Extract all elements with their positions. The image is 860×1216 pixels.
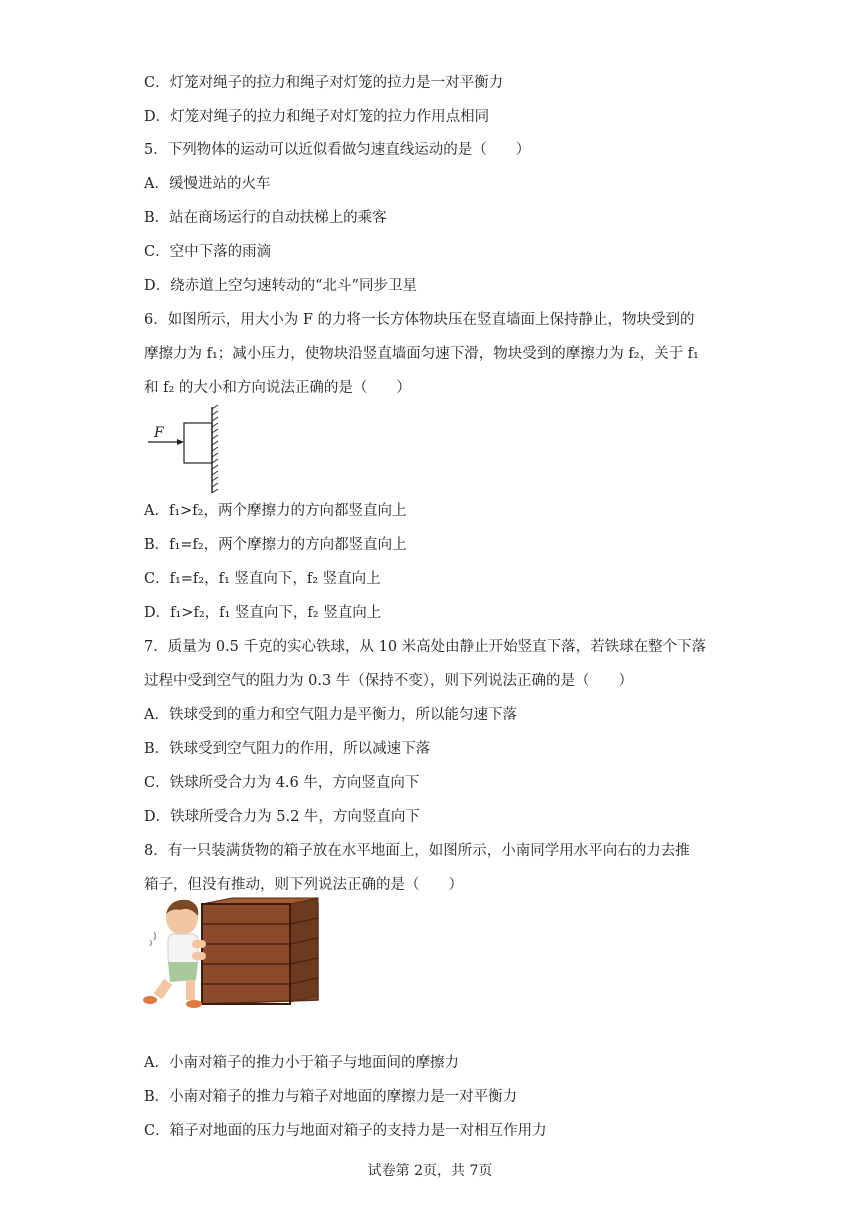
force-label: F (154, 425, 164, 441)
q7-option-b: B．铁球受到空气阻力的作用，所以减速下落 (144, 741, 431, 757)
question-7-stem-line1: 7．质量为 0.5 千克的实心铁球，从 10 米高处由静止开始竖直下落，若铁球在整个下落 (144, 639, 707, 655)
question-6-stem-line3: 和 f₂ 的大小和方向说法正确的是（ ） (144, 380, 411, 396)
question-8-stem-line2: 箱子，但没有推动，则下列说法正确的是（ ） (144, 877, 463, 893)
q7-option-d: D．铁球所受合力为 5.2 牛，方向竖直向下 (144, 809, 420, 825)
question-5-stem: 5．下列物体的运动可以近似看做匀速直线运动的是（ ） (144, 142, 531, 158)
q8-option-a: A．小南对箱子的推力小于箱子与地面间的摩擦力 (144, 1055, 459, 1071)
q4-option-d: D．灯笼对绳子的拉力和绳子对灯笼的拉力作用点相同 (144, 109, 490, 125)
force-arrow-head (177, 439, 184, 445)
q6-option-c: C．f₁=f₂，f₁ 竖直向下，f₂ 竖直向上 (144, 571, 381, 587)
page-footer: 试卷第 2页，共 7页 (367, 1163, 493, 1179)
q5-option-b: B．站在商场运行的自动扶梯上的乘客 (144, 210, 387, 226)
boy-figure (143, 900, 206, 1008)
question-6-stem-line2: 摩擦力为 f₁；减小压力，使物块沿竖直墙面匀速下滑，物块受到的摩擦力为 f₂，关于 f₁ (144, 346, 699, 362)
q6-option-b: B．f₁=f₂，两个摩擦力的方向都竖直向上 (144, 537, 407, 553)
q5-option-d: D．绕赤道上空匀速转动的“北斗”同步卫星 (144, 278, 417, 294)
q6-option-a: A．f₁>f₂，两个摩擦力的方向都竖直向上 (144, 503, 407, 519)
q8-option-c: C．箱子对地面的压力与地面对箱子的支持力是一对相互作用力 (144, 1123, 547, 1139)
q8-option-b: B．小南对箱子的推力与箱子对地面的摩擦力是一对平衡力 (144, 1089, 518, 1105)
q5-option-c: C．空中下落的雨滴 (144, 244, 272, 260)
wooden-crate (202, 898, 318, 1004)
q7-option-c: C．铁球所受合力为 4.6 牛，方向竖直向下 (144, 775, 420, 791)
question-7-stem-line2: 过程中受到空气的阻力为 0.3 牛（保持不变），则下列说法正确的是（ ） (144, 673, 634, 689)
question-6-stem-line1: 6．如图所示，用大小为 F 的力将一长方体物块压在竖直墙面上保持静止，物块受到的 (144, 312, 695, 328)
q7-option-a: A．铁球受到的重力和空气阻力是平衡力，所以能匀速下落 (144, 707, 517, 723)
q5-option-a: A．缓慢进站的火车 (144, 176, 271, 192)
force-on-block-figure (146, 405, 236, 495)
block (184, 423, 212, 463)
question-8-stem-line1: 8．有一只装满货物的箱子放在水平地面上，如图所示，小南同学用水平向右的力去推 (144, 843, 690, 859)
q6-option-d: D．f₁>f₂，f₁ 竖直向下，f₂ 竖直向上 (144, 605, 382, 621)
wall-hatching (212, 405, 218, 493)
boy-pushing-box-illustration (140, 896, 330, 1012)
q4-option-c: C．灯笼对绳子的拉力和绳子对灯笼的拉力是一对平衡力 (144, 75, 504, 91)
